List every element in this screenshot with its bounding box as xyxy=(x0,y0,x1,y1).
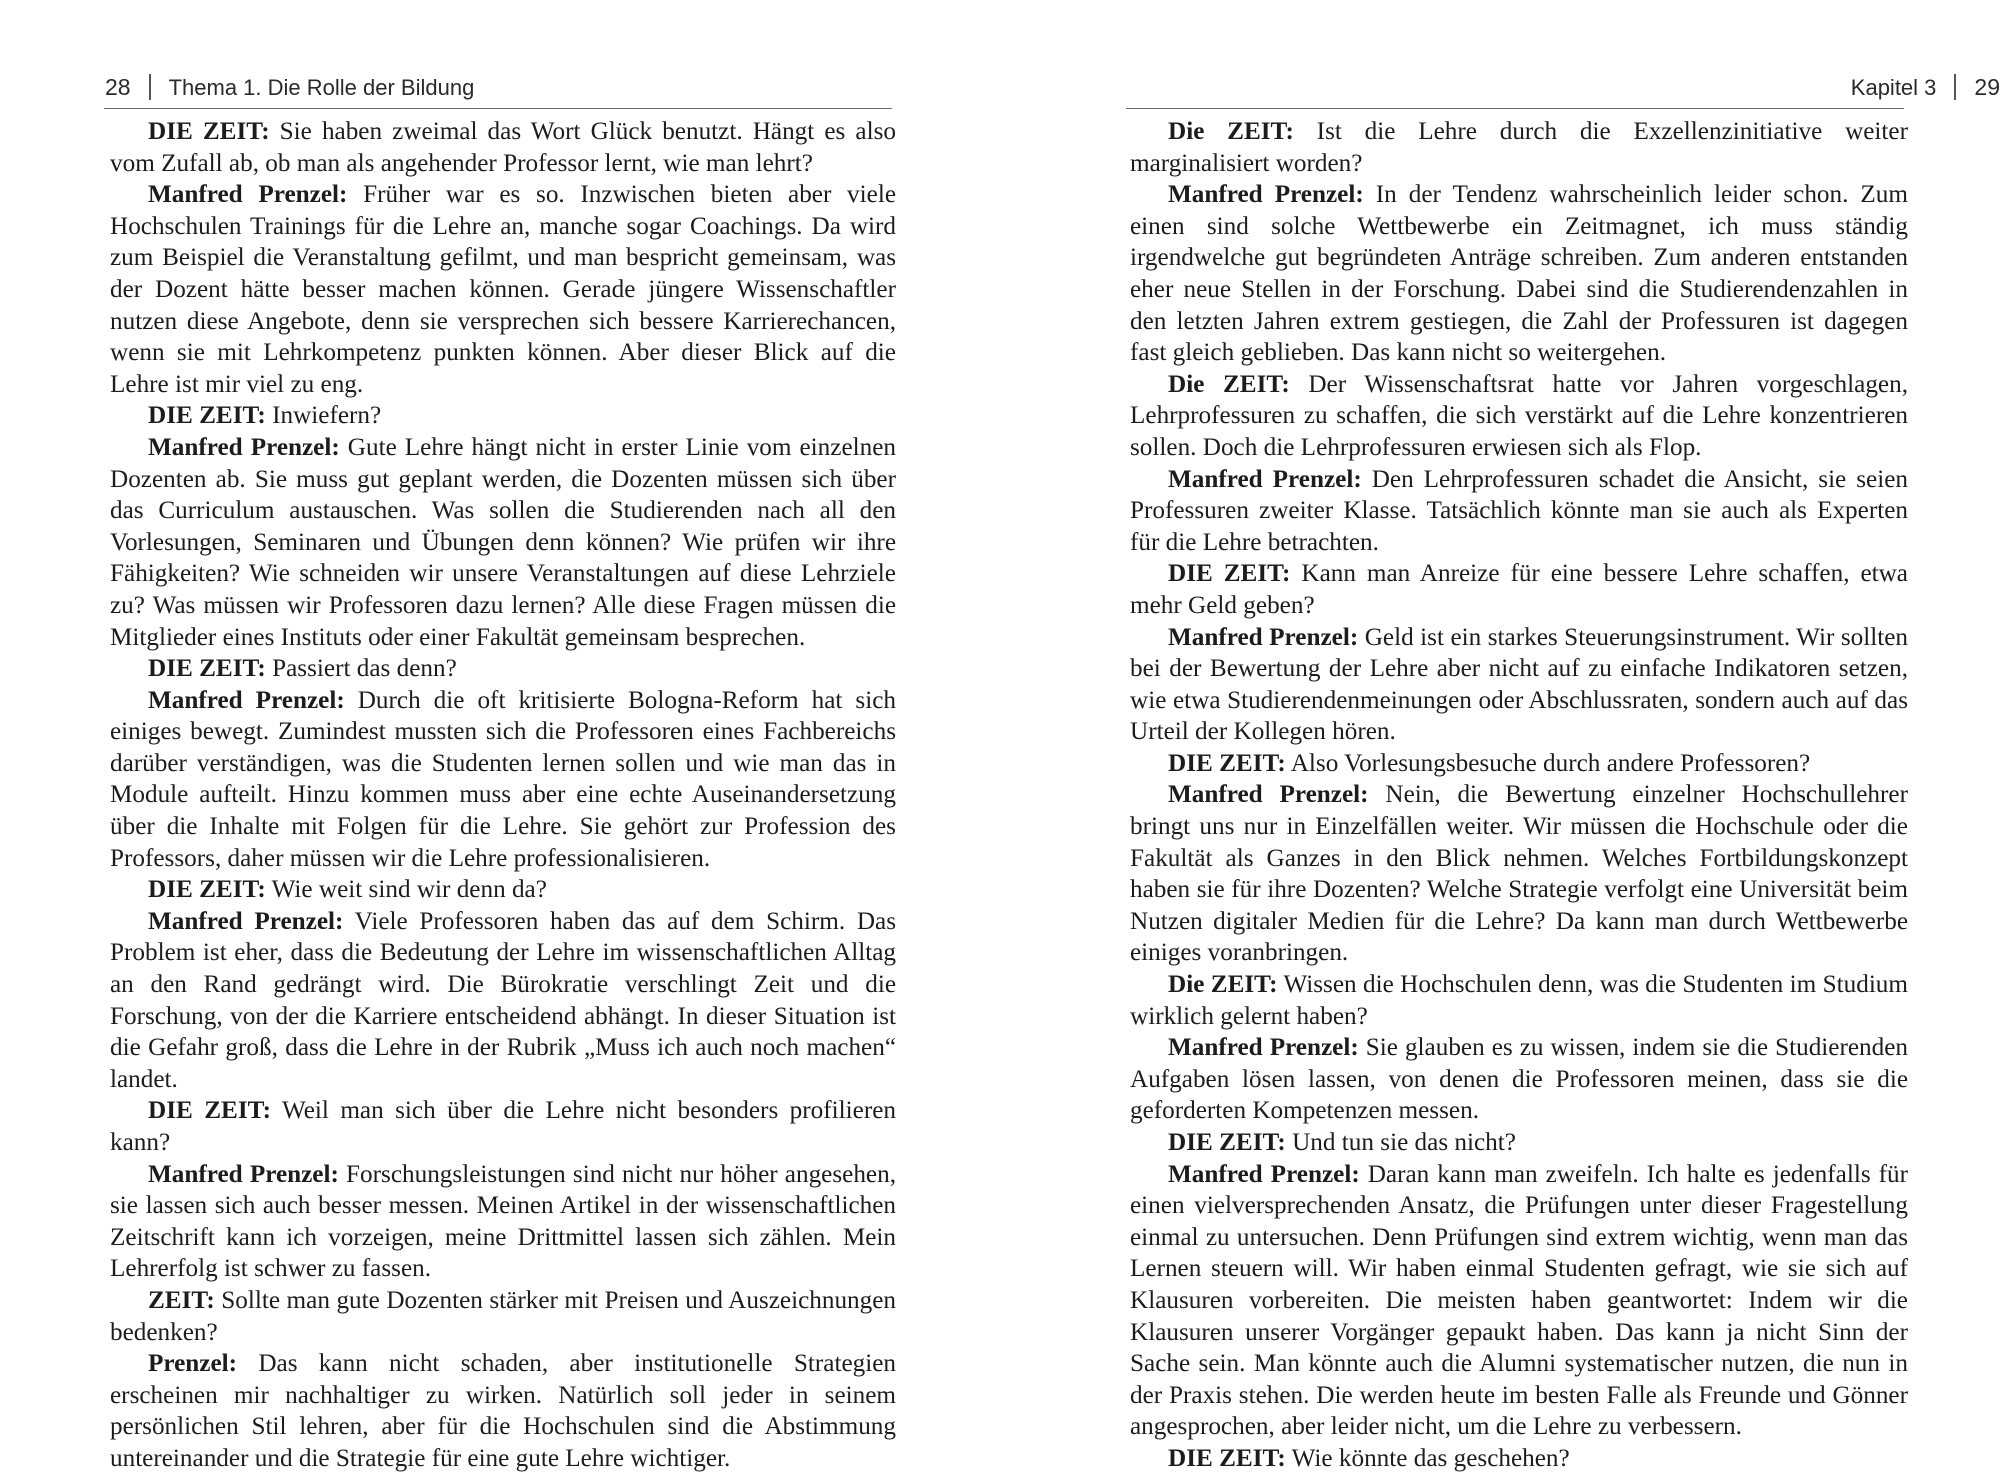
speaker-label: Die ZEIT: xyxy=(1168,971,1278,999)
left-running-head-title: Thema 1. Die Rolle der Bildung xyxy=(168,75,475,100)
speaker-label: Manfred Prenzel: xyxy=(1168,181,1364,209)
header-separator xyxy=(1954,74,1956,100)
speaker-label: ZEIT: xyxy=(148,1286,215,1314)
paragraph-text: Gute Lehre hängt nicht in erster Linie vom einzelnen Dozenten ab. Sie muss gut geplant werden, die Dozenten müssen sich über das Curriculum austauschen. Was sollen die Studierenden nach all den Vorlesungen, Seminaren und Übungen denn können? Wie prüfen wir ihre Fähigkeiten? Wie schneiden wir unsere Veranstaltungen auf diese Lehrziele zu? Was müssen wir Professoren dazu lernen? Alle diese Fragen müssen die Mitglieder eines Instituts oder einer Fakultät gemeinsam besprechen. xyxy=(110,433,896,651)
interview-paragraph xyxy=(110,116,896,179)
paragraph-text: Forschungsleistungen sind nicht nur höher angesehen, sie lassen sich auch besser messen. Meinen Artikel in der wissenschaftlichen Zeitschrift kann ich vorzeigen, meine Drittmittel lassen sich zählen. Mein Lehrerfolg ist schwer zu fassen. xyxy=(110,1160,896,1283)
speaker-label: DIE ZEIT: xyxy=(1168,1444,1286,1472)
paragraph-text: Inwiefern? xyxy=(265,402,382,430)
right-page xyxy=(1000,0,2000,1472)
header-separator xyxy=(149,74,151,100)
paragraph-text: Früher war es so. Inzwischen bieten aber viele Hochschulen Trainings für die Lehre an, manche sogar Coachings. Da wird zum Beispiel die Veranstaltung gefilmt, und man bespricht gemeinsam, was der Dozent hätte besser machen können. Gerade jüngere Wissenschaftler nutzen diese Angebote, denn sie versprechen sich bessere Karrierechancen, wenn sie mit Lehrkompetenz punkten können. Aber dieser Blick auf die Lehre ist mir viel zu eng. xyxy=(110,181,897,398)
speaker-label: DIE ZEIT: xyxy=(1168,1129,1286,1156)
speaker-label: Prenzel: xyxy=(148,1350,238,1378)
interview-paragraph xyxy=(1130,1127,1908,1159)
interview-paragraph xyxy=(110,685,896,875)
speaker-label: Manfred Prenzel: xyxy=(1168,465,1362,493)
interview-paragraph xyxy=(110,906,896,1096)
left-page-body xyxy=(110,116,896,1475)
speaker-label: DIE ZEIT: xyxy=(148,1097,271,1125)
paragraph-text: Ist die Lehre durch die Exzellenzinitiative weiter marginalisiert worden? xyxy=(1130,118,1908,177)
interview-paragraph xyxy=(1130,369,1908,464)
speaker-label: Manfred Prenzel: xyxy=(148,907,344,935)
speaker-label: DIE ZEIT: xyxy=(148,402,266,430)
paragraph-text: In der Tendenz wahrscheinlich leider schon. Zum einen sind solche Wettbewerbe ein Zeitmagnet, ich muss ständig irgendwelche gut begründeten Anträge schreiben. Zum anderen entstanden eher neue Stellen in der Forschung. Dabei sind die Studierendenzahlen in den letzten Jahren extrem gestiegen, die Zahl der Professuren ist dagegen fast gleich geblieben. Das kann nicht so weitergehen. xyxy=(1130,181,1908,367)
interview-paragraph xyxy=(110,1348,896,1474)
speaker-label: Manfred Prenzel: xyxy=(148,433,340,461)
interview-paragraph xyxy=(1130,1159,1908,1443)
interview-paragraph xyxy=(110,179,896,400)
paragraph-text: Das kann nicht schaden, aber institutionelle Strategien erscheinen mir nachhaltiger zu wirken. Natürlich soll jeder in seinem persönlichen Stil lehren, aber für die Hochschulen sind die Abstimmung untereinander und die Strategie für eine gute Lehre wichtiger. xyxy=(110,1350,896,1472)
left-header-rule xyxy=(104,108,892,109)
paragraph-text: Den Lehrprofessuren schadet die Ansicht, sie seien Professuren zweiter Klasse. Tatsächlich könnte man sie auch als Experten für die Lehre betrachten. xyxy=(1130,465,1908,556)
speaker-label: DIE ZEIT: xyxy=(148,655,266,683)
speaker-label: Manfred Prenzel: xyxy=(148,181,348,209)
interview-paragraph xyxy=(1130,1032,1908,1127)
interview-paragraph xyxy=(110,653,896,685)
interview-paragraph xyxy=(1130,179,1908,369)
speaker-label: Manfred Prenzel: xyxy=(1168,623,1359,651)
interview-paragraph xyxy=(1130,116,1908,179)
paragraph-text: Wissen die Hochschulen denn, was die Studenten im Studium wirklich gelernt haben? xyxy=(1130,971,1908,1030)
left-page-number: 28 xyxy=(105,74,131,100)
paragraph-text: Wie weit sind wir denn da? xyxy=(265,876,547,904)
right-page-body xyxy=(1130,116,1908,1475)
speaker-label: Manfred Prenzel: xyxy=(148,1160,339,1188)
paragraph-text: Kann man Anreize für eine bessere Lehre schaffen, etwa mehr Geld geben? xyxy=(1130,560,1908,619)
interview-paragraph xyxy=(1130,622,1908,748)
paragraph-text: Wie könnte das geschehen? xyxy=(1285,1444,1570,1472)
interview-paragraph xyxy=(1130,969,1908,1032)
speaker-label: Die ZEIT: xyxy=(1168,370,1290,398)
speaker-label: Manfred Prenzel: xyxy=(1168,1034,1359,1062)
interview-paragraph xyxy=(1130,1443,1908,1475)
speaker-label: DIE ZEIT: xyxy=(1168,560,1291,588)
right-running-header xyxy=(1105,74,2000,110)
speaker-label: DIE ZEIT: xyxy=(148,876,266,904)
paragraph-text: Und tun sie das nicht? xyxy=(1285,1129,1516,1156)
interview-paragraph xyxy=(110,400,896,432)
paragraph-text: Sollte man gute Dozenten stärker mit Preisen und Auszeichnungen bedenken? xyxy=(110,1286,896,1346)
interview-paragraph xyxy=(110,432,896,653)
paragraph-text: Passiert das denn? xyxy=(265,655,457,683)
paragraph-text: Viele Professoren haben das auf dem Schirm. Das Problem ist eher, dass die Bedeutung der Lehre im wissenschaftlichen Alltag an den Rand gedrängt wird. Die Bürokratie verschlingt Zeit und die Forschung, von der die Karriere entscheidend abhängt. In dieser Situation ist die Gefahr groß, dass die Lehre in der Rubrik „Muss ich auch noch machen“ landet. xyxy=(110,907,896,1093)
paragraph-text: Geld ist ein starkes Steuerungsinstrument. Wir sollten bei der Bewertung der Lehre aber nicht auf zu einfache Indikatoren setzen, wie etwa Studierendenmeinungen oder Abschlussraten, sondern auch auf das Urteil der Kollegen hören. xyxy=(1130,623,1908,746)
left-page xyxy=(0,0,1000,1472)
left-running-header xyxy=(105,74,474,110)
paragraph-text: Nein, die Bewertung einzelner Hochschullehrer bringt uns nur in Einzelfällen weiter. Wir müssen die Hochschule oder die Fakultät als Ganzes in den Blick nehmen. Welches Fortbildungskonzept haben sie für ihre Dozenten? Welche Strategie verfolgt eine Universität beim Nutzen digitaler Medien für die Lehre? Da kann man durch Wettbewerbe einiges voranbringen. xyxy=(1130,781,1908,967)
paragraph-text: Der Wissenschaftsrat hatte vor Jahren vorgeschlagen, Lehrprofessuren zu schaffen, die sich verstärkt auf die Lehre konzentrieren sollen. Doch die Lehrprofessuren erwiesen sich als Flop. xyxy=(1130,370,1908,461)
paragraph-text: Sie haben zweimal das Wort Glück benutzt. Hängt es also vom Zufall ab, ob man als angehender Professor lernt, wie man lehrt? xyxy=(110,118,896,177)
speaker-label: Die ZEIT: xyxy=(1168,118,1294,145)
interview-paragraph xyxy=(1130,779,1908,969)
speaker-label: Manfred Prenzel: xyxy=(1168,1160,1360,1188)
paragraph-text: Weil man sich über die Lehre nicht besonders profilieren kann? xyxy=(110,1097,896,1156)
paragraph-text: Daran kann man zweifeln. Ich halte es jedenfalls für einen vielversprechenden Ansatz, die Prüfungen unter dieser Fragestellung einmal zu untersuchen. Denn Prüfungen sind extrem wichtig, wenn man das Lernen steuern will. Wir haben einmal Studenten gefragt, wie sie sich auf Klausuren vorbereiten. Die meisten haben geantwortet: Indem wir die Klausuren unserer Vorgänger gepaukt haben. Das kann ja nicht Sinn der Sache sein. Man könnte auch die Alumni systematischer nutzen, die nun in der Praxis stehen. Die werden heute im besten Falle als Freunde und Gönner angesprochen, aber leider nicht, um die Lehre zu verbessern. xyxy=(1130,1160,1909,1441)
interview-paragraph xyxy=(110,874,896,906)
interview-paragraph xyxy=(110,1159,896,1285)
right-chapter-label: Kapitel 3 xyxy=(1850,75,1937,100)
right-header-rule xyxy=(1126,108,1904,109)
interview-paragraph xyxy=(110,1285,896,1348)
interview-paragraph xyxy=(110,1095,896,1158)
speaker-label: Manfred Prenzel: xyxy=(148,686,345,714)
paragraph-text: Also Vorlesungsbesuche durch andere Professoren? xyxy=(1285,749,1811,777)
interview-paragraph xyxy=(1130,464,1908,559)
paragraph-text: Durch die oft kritisierte Bologna-Reform hat sich einiges bewegt. Zumindest mussten sich die Professoren eines Fachbereichs darüber verständigen, was die Studenten lernen sollen und wie man das in Module aufteilt. Hinzu kommen muss aber eine echte Auseinandersetzung über die Inhalte mit Folgen für die Lehre. Sie gehört zur Profession des Professors, daher müssen wir die Lehre professionalisieren. xyxy=(110,686,896,872)
paragraph-text: Sie glauben es zu wissen, indem sie die Studierenden Aufgaben lösen lassen, von denen die Professoren meinen, dass sie die geforderten Kompetenzen messen. xyxy=(1130,1034,1908,1125)
speaker-label: Manfred Prenzel: xyxy=(1168,781,1369,809)
right-page-number: 29 xyxy=(1974,74,2000,100)
speaker-label: DIE ZEIT: xyxy=(1168,749,1286,777)
interview-paragraph xyxy=(1130,558,1908,621)
interview-paragraph xyxy=(1130,748,1908,780)
speaker-label: DIE ZEIT: xyxy=(148,118,270,145)
